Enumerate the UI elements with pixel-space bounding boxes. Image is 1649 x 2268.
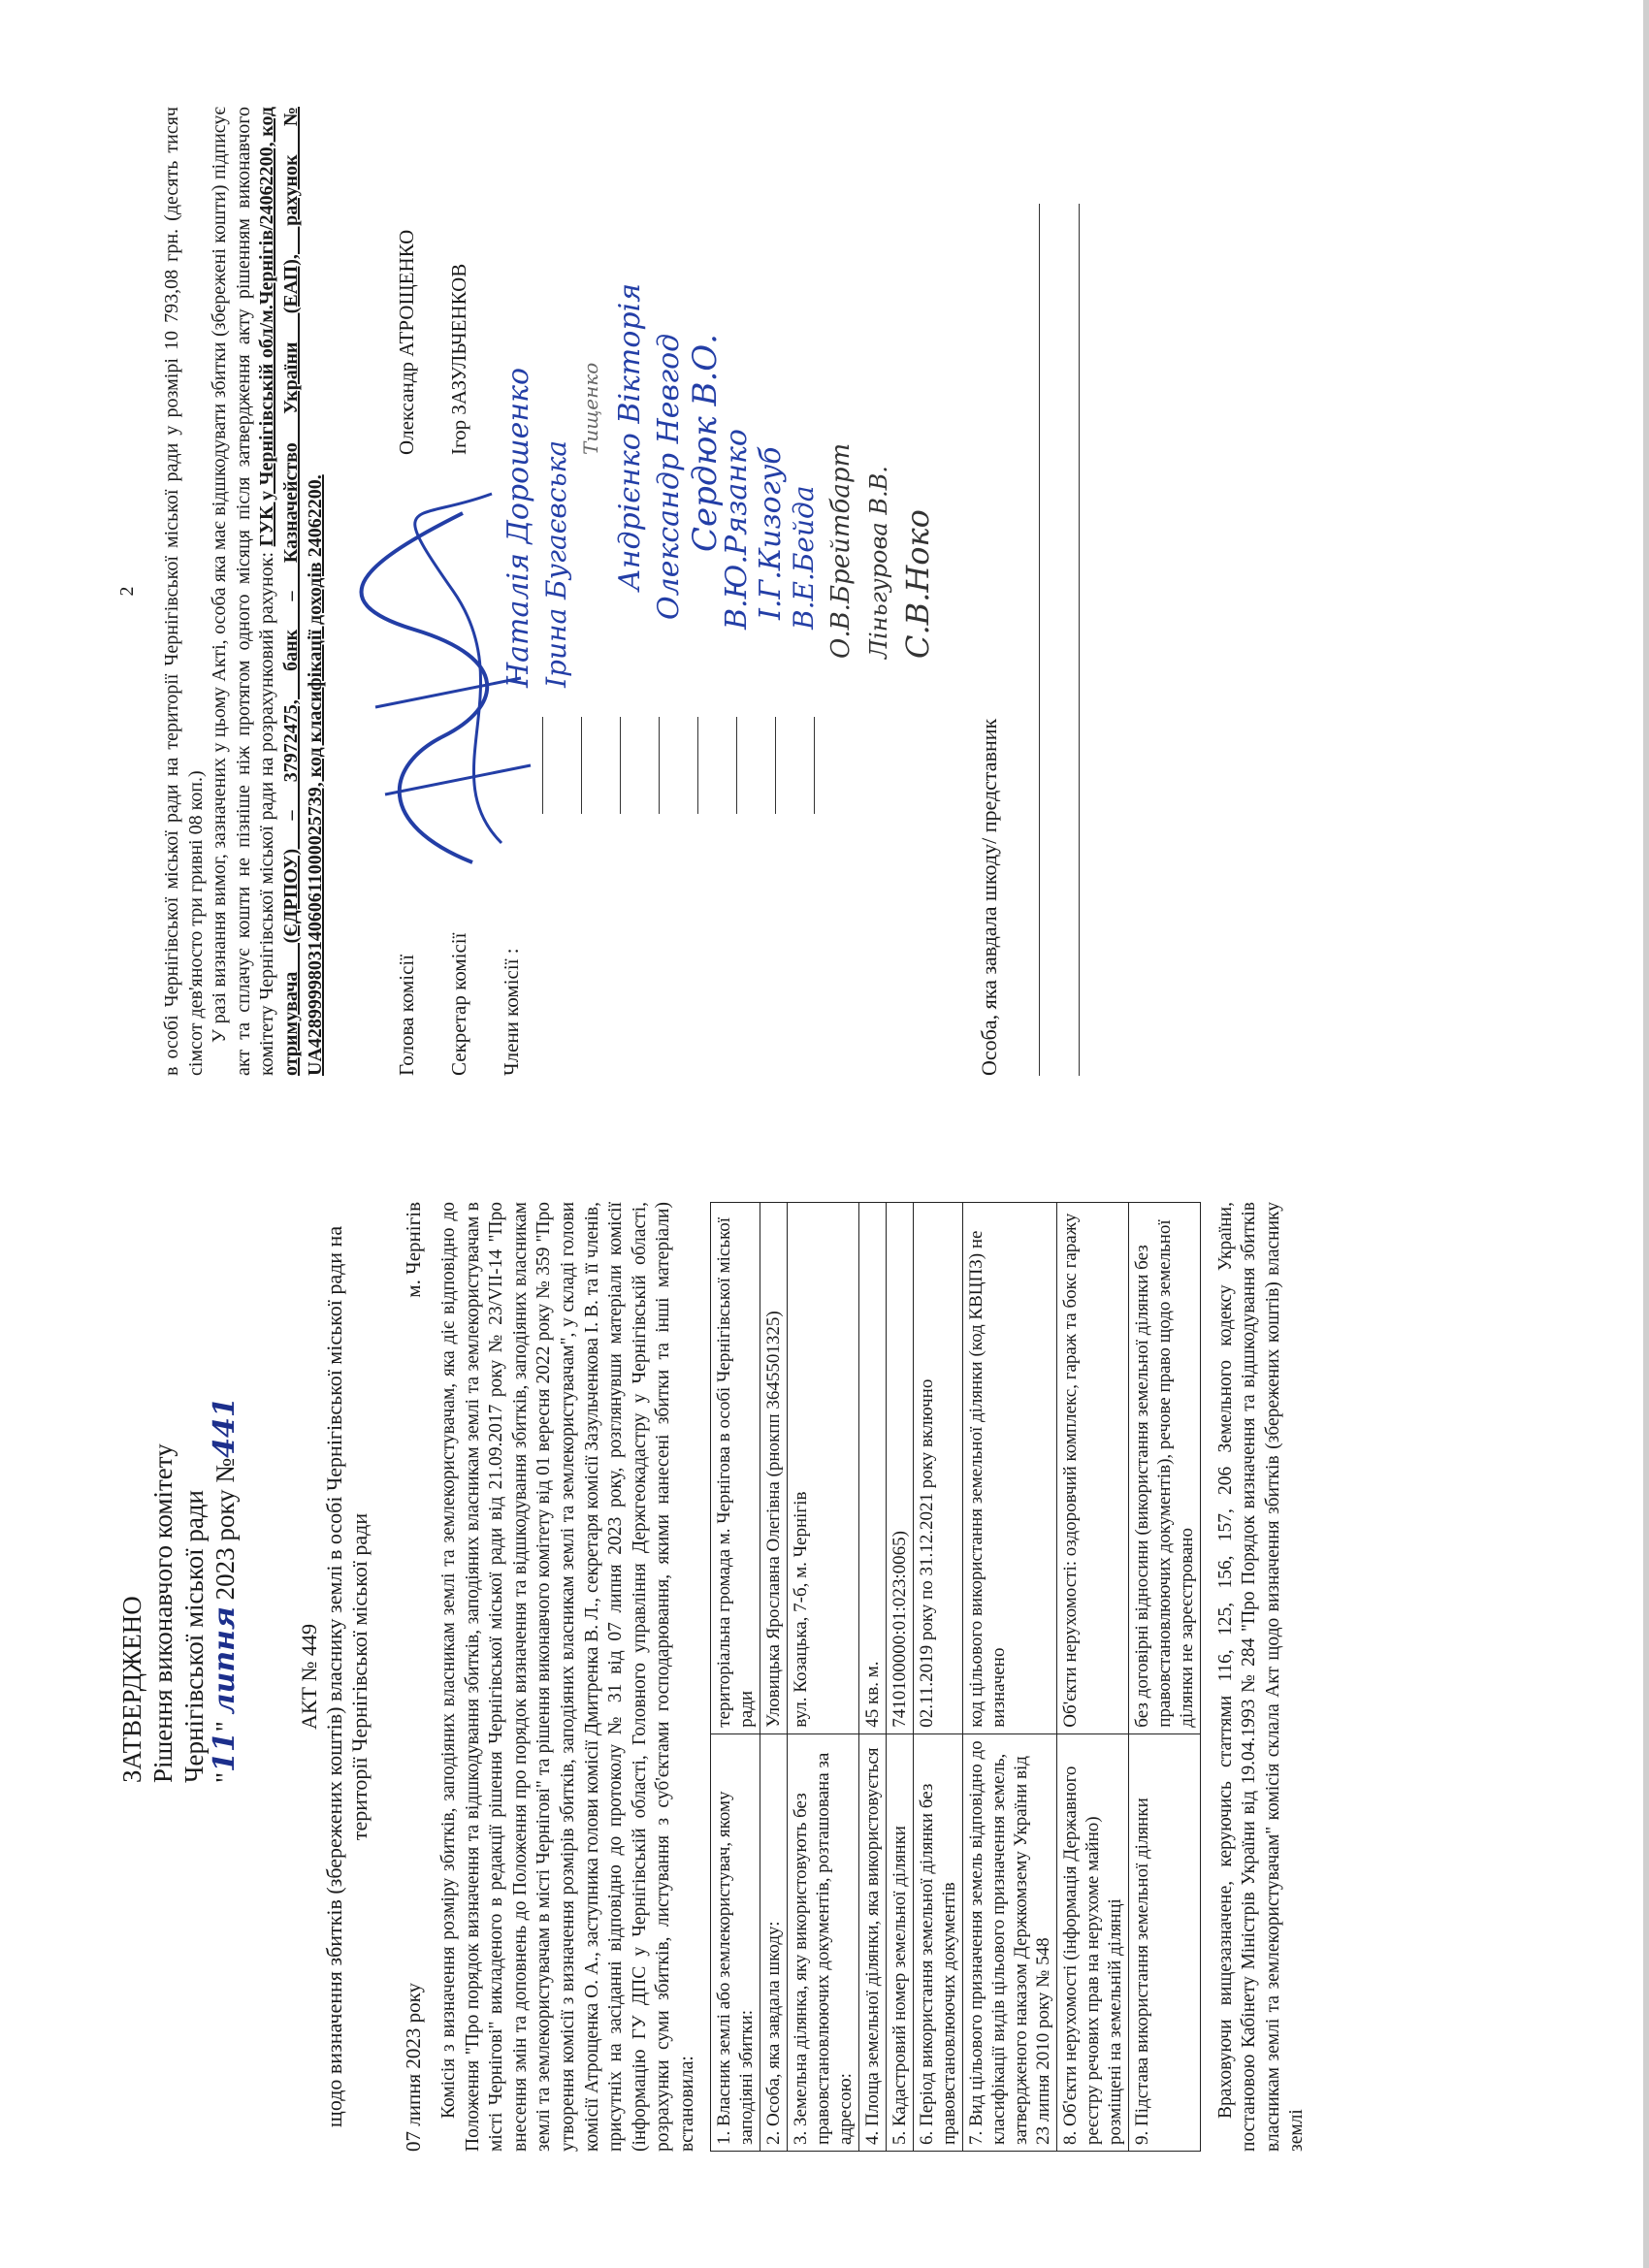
handwritten-name: Ліньгурова В.В. xyxy=(865,466,893,659)
table-key: 1. Власник землі або землекористувач, якому заподіяні збитки: xyxy=(710,1733,760,2151)
table-row xyxy=(1056,1203,1128,2152)
page-number: 2 xyxy=(116,586,138,597)
table-row xyxy=(710,1203,760,2152)
approval-block xyxy=(116,1202,241,1783)
table-value: Об'єкти нерухомості: оздоровчий комплекс, гараж та бокс гаражу xyxy=(1056,1203,1128,1734)
handwritten-name: І.Г.Кизогуб xyxy=(754,446,789,620)
sig-line xyxy=(659,717,660,814)
date-quote-close: " xyxy=(210,1721,240,1733)
handwritten-name: Олександр Невгод xyxy=(652,333,687,620)
sig-line xyxy=(697,717,698,814)
facts-table xyxy=(710,1202,1201,2152)
act-title: АКТ № 449 xyxy=(297,1624,321,1730)
handwritten-name: О.В.Брейтбарт xyxy=(826,442,857,659)
offender-line-1 xyxy=(1039,204,1040,1076)
handwritten-name: Сердюк В.О. xyxy=(686,334,726,552)
sig-line xyxy=(736,717,737,814)
table-row xyxy=(858,1203,886,2152)
handwritten-name: В.Е.Бейда xyxy=(788,485,821,630)
sig-line xyxy=(542,717,543,814)
approval-date xyxy=(210,1202,241,1783)
amount-paragraph: в особі Чернігівської міської ради на території Чернігівської міської ради у розмірі 10 793,08 грн. (десять тисяч сімсот дев'яносто три гривні 08 коп.) xyxy=(161,107,207,1076)
offender-label: Особа, яка завдала шкоду/ представник xyxy=(977,718,1002,1076)
table-key: 3. Земельна ділянка, яку використовують без правовстановлюючих документів, розташована за адресою: xyxy=(787,1733,858,2151)
table-row xyxy=(886,1203,913,2152)
sig-line xyxy=(581,717,582,814)
table-key: 7. Вид цільового призначення земель відповідно до класифікації видів цільового призначення земель, затвердженого наказом Держкомзему України від 23 липня 2010 року № 548 xyxy=(962,1733,1056,2151)
sig-line xyxy=(775,717,776,814)
handwritten-name: С.В.Ноко xyxy=(899,509,937,659)
act-subtitle: щодо визначення збитків (збережених коштів) власнику землі в особі Чернігівської міської ради на території Чернігівської міської ради xyxy=(322,1225,372,2128)
approval-line-2: Чернігівської міської ради xyxy=(179,1490,209,1783)
role-head: Голова комісії xyxy=(395,954,419,1076)
intro-paragraph: Комісія з визначення розміру збитків, заподіяних власникам землі та землекористувачам, яка діє відповідно до Положення "Про порядок визначення та відшкодування збитків, заподіяних власникам землі та землекористувачам в місті Чернігові" викладеного в редакції рішення Чернігівської міської ради від 21.09.2017 року № 23/VII-14 "Про внесення змін та доповнень до Положення про порядок визначення та відшкодування збитків, заподіяних власникам землі та землекористувачам в місті Чернігові" та рішення виконавчого комітету від 01 вересня 2022 року № 359 "Про утворення комісії з визначення розмірів збитків, заподіяних власникам землі та землекористувачам", у складі голови комісії Атрощенка О. А., заступника голови комісії Дмитренка В. Л., секретаря комісії Зазульченкова І. В. та її членів, присутніх на засіданні відповідно до протоколу № 31 від 07 липня 2023 року, розглянувши матеріали комісії (інформацію ГУ ДПС у Чернігівській області, Головного управління Держгеокадастру у Чернігівській області, розрахунки суми збитків, листування з суб'єктами господарювання, якими нанесені збитки та інші матеріали) встановила: xyxy=(438,1202,697,2152)
table-value: Уловицька Ярославна Олегівна (рнокпп 3645501325) xyxy=(760,1203,787,1734)
act-heading xyxy=(297,1202,372,2152)
name-secretary: Ігор ЗАЗУЛЬЧЕНКОВ xyxy=(447,263,471,455)
role-members: Члени комісії : xyxy=(500,948,524,1076)
scan-edge xyxy=(1643,0,1649,2268)
role-secretary: Секретар комісії xyxy=(447,932,471,1076)
table-value: 45 кв. м. xyxy=(858,1203,886,1734)
table-value: 7410100000:01:023:0065) xyxy=(886,1203,913,1734)
handwritten-name: Наталія Дорошенко xyxy=(501,367,536,688)
signatures-block xyxy=(395,107,938,1076)
table-key: 8. Об'єкти нерухомості (інформація Державного реєстру речових прав на нерухоме майно) розміщені на земельній ділянці xyxy=(1056,1733,1128,2151)
table-value: вул. Козацька, 7-б, м. Чернігів xyxy=(787,1203,858,1734)
handwritten-name: Тищенко xyxy=(579,362,603,455)
date-number: 441 xyxy=(208,1397,242,1458)
table-row xyxy=(787,1203,858,2152)
table-row xyxy=(913,1203,962,2152)
approval-line-1: Рішення виконавчого комітету xyxy=(148,1443,178,1783)
date-month: липня xyxy=(208,1606,242,1715)
table-value: територіальна громада м. Чернігова в особі Чернігівської міської ради xyxy=(710,1203,760,1734)
conclusion-paragraph: Враховуючи вищезазначене, керуючись статтями 116, 125, 156, 157, 206 Земельного кодексу України, постановою Кабінету Міністрів України від 19.04.1993 № 284 "Про Порядок визначення та відшкодування збитків власникам землі та землекористувачам" комісія склала Акт щодо визначення збитків (збережених коштів) власнику землі xyxy=(1214,1202,1308,2152)
table-value: код цільового використання земельної ділянки (код КВЦПЗ) не визначено xyxy=(962,1203,1056,1734)
name-head: Олександр АТРОЩЕНКО xyxy=(395,229,419,455)
act-date: 07 липня 2023 року xyxy=(402,1982,425,2152)
act-city: м. Чернігів xyxy=(402,1202,425,1298)
date-day: 11 xyxy=(208,1732,242,1772)
date-place-row xyxy=(402,1202,426,2152)
handwritten-name: Андрієнко Вікторія xyxy=(613,282,648,591)
sig-line xyxy=(814,717,815,814)
table-key: 4. Площа земельної ділянки, яка використовується xyxy=(858,1733,886,2151)
payment-text: У разі визнання вимог, зазначених у цьому Акті, особа яка має відшкодувати збитки (збережені кошти) підписує акт та сплачує кошти не пізніше ніж протягом одного місяця після затвердження акту рішенням виконавчого комітету Чернігівської міської ради на розрахунковий рахунок: xyxy=(209,107,278,1076)
table-key: 2. Особа, яка завдала шкоду: xyxy=(760,1733,787,2151)
table-row xyxy=(760,1203,787,2152)
payment-paragraph xyxy=(208,107,327,1076)
table-row xyxy=(1128,1203,1200,2152)
date-quote-open: " xyxy=(210,1771,240,1783)
left-page xyxy=(0,1134,1649,2268)
offender-line-2 xyxy=(1079,204,1080,1076)
table-value: 02.11.2019 року по 31.12.2021 року включно xyxy=(913,1203,962,1734)
table-row xyxy=(962,1203,1056,2152)
date-year: 2023 року № xyxy=(210,1457,240,1601)
table-key: 9. Підстава використання земельної ділянки xyxy=(1128,1733,1200,2151)
payment-account: ГУК у Чернігівській обл/м.Чернігів/24062200, код отримувача (ЄДРПОУ) – 37972475, банк – Казначейство України (ЕАП), рахунок № UA428999980314060611000025739, код класифікації доходів 24062200. xyxy=(256,107,326,1076)
table-key: 5. Кадастровий номер земельної ділянки xyxy=(886,1733,913,2151)
table-key: 6. Період використання земельної ділянки без правовстановлюючих документів xyxy=(913,1733,962,2151)
handwritten-name: В.Ю.Рязанко xyxy=(720,429,755,630)
table-value: без договірні відносини (використання земельної ділянки без правовстановлюючих документів), речове право щодо земельної ділянки не зареєстровано xyxy=(1128,1203,1200,1734)
sig-line xyxy=(620,717,621,814)
handwritten-name: Ірина Бугаєвська xyxy=(540,439,573,688)
approval-title: ЗАТВЕРДЖЕНО xyxy=(117,1596,146,1783)
